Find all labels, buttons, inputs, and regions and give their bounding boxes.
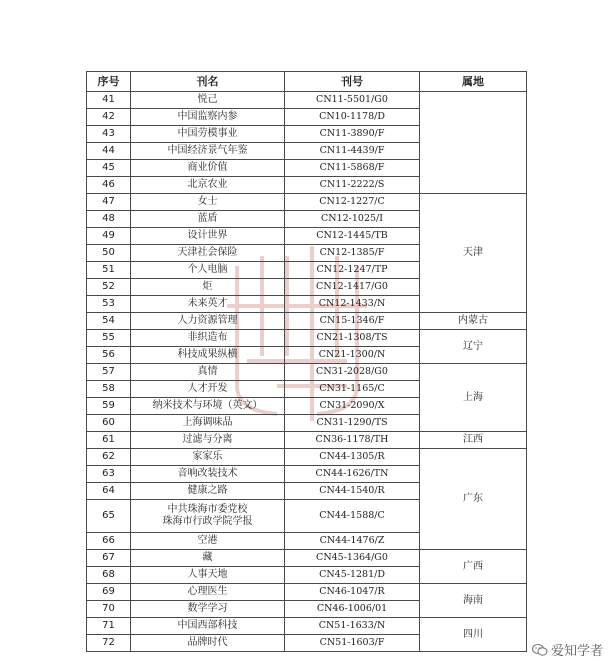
journal-code-cell: CN51-1633/N — [285, 618, 420, 635]
journal-name-cell — [131, 618, 285, 635]
journal-table — [86, 71, 527, 652]
journal-name-cell — [131, 584, 285, 601]
journal-name-line: 真情 — [197, 366, 218, 377]
journal-code-cell: CN45-1281/D — [285, 567, 420, 584]
journal-code-cell: CN31-2028/G0 — [285, 364, 420, 381]
serial-cell: 65 — [87, 500, 131, 533]
serial-cell: 64 — [87, 483, 131, 500]
serial-cell: 52 — [87, 279, 131, 296]
journal-name-line: 商业价值 — [187, 162, 228, 173]
journal-name-cell — [131, 160, 285, 177]
region-cell: 辽宁 — [420, 330, 527, 364]
journal-code-cell: CN12-1247/TP — [285, 262, 420, 279]
serial-cell: 62 — [87, 449, 131, 466]
journal-name-cell — [131, 550, 285, 567]
wechat-logo-icon — [532, 643, 548, 657]
journal-name-line: 中国监察内参 — [177, 111, 238, 122]
serial-cell: 68 — [87, 567, 131, 584]
journal-name-cell — [131, 194, 285, 211]
region-cell: 广东 — [420, 449, 527, 550]
journal-code-cell: CN12-1417/G0 — [285, 279, 420, 296]
journal-name-cell — [131, 245, 285, 262]
serial-cell: 66 — [87, 533, 131, 550]
serial-cell: 50 — [87, 245, 131, 262]
journal-code-cell: CN36-1178/TH — [285, 432, 420, 449]
serial-cell: 44 — [87, 143, 131, 160]
journal-name-line: 数学学习 — [187, 603, 228, 614]
serial-cell: 59 — [87, 398, 131, 415]
journal-name-cell — [131, 313, 285, 330]
serial-cell: 43 — [87, 126, 131, 143]
journal-name-line: 过滤与分离 — [182, 434, 233, 445]
journal-name-cell — [131, 347, 285, 364]
journal-name-line: 中国经济景气年鉴 — [167, 145, 248, 156]
journal-name-line: 人才开发 — [187, 383, 228, 394]
journal-name-line: 音响改装技术 — [177, 468, 238, 479]
journal-code-cell: CN31-1165/C — [285, 381, 420, 398]
region-cell: 天津 — [420, 194, 527, 313]
journal-code-cell: CN11-2222/S — [285, 177, 420, 194]
journal-name-line: 个人电脑 — [187, 264, 228, 275]
serial-cell: 42 — [87, 109, 131, 126]
header-region: 属地 — [420, 72, 527, 92]
serial-cell: 55 — [87, 330, 131, 347]
serial-cell: 67 — [87, 550, 131, 567]
journal-code-cell: CN11-3890/F — [285, 126, 420, 143]
serial-cell: 51 — [87, 262, 131, 279]
journal-name-line: 人事天地 — [187, 569, 228, 580]
journal-name-cell — [131, 228, 285, 245]
journal-name-line: 健康之路 — [187, 485, 228, 496]
journal-code-cell: CN45-1364/G0 — [285, 550, 420, 567]
header-serial: 序号 — [87, 72, 131, 92]
journal-name-cell — [131, 398, 285, 415]
region-cell: 广西 — [420, 550, 527, 584]
table-row — [87, 194, 527, 211]
serial-cell: 60 — [87, 415, 131, 432]
journal-name-line: 心理医生 — [187, 586, 228, 597]
region-cell: 上海 — [420, 364, 527, 432]
journal-name-line: 上海调味品 — [182, 417, 233, 428]
table-row — [87, 330, 527, 347]
journal-name-cell — [131, 279, 285, 296]
journal-name-cell — [131, 177, 285, 194]
journal-code-cell: CN44-1476/Z — [285, 533, 420, 550]
journal-name-cell — [131, 449, 285, 466]
table-row — [87, 449, 527, 466]
journal-code-cell: CN31-2090/X — [285, 398, 420, 415]
serial-cell: 69 — [87, 584, 131, 601]
journal-name-cell — [131, 330, 285, 347]
region-cell: 江西 — [420, 432, 527, 449]
journal-code-cell: CN46-1006/01 — [285, 601, 420, 618]
table-row — [87, 618, 527, 635]
header-journal-name: 刊名 — [131, 72, 285, 92]
journal-name-cell — [131, 533, 285, 550]
journal-name-cell — [131, 432, 285, 449]
journal-name-line: 人力资源管理 — [177, 315, 238, 326]
journal-code-cell: CN44-1305/R — [285, 449, 420, 466]
journal-name-cell — [131, 500, 285, 533]
journal-name-cell — [131, 415, 285, 432]
journal-code-cell: CN10-1178/D — [285, 109, 420, 126]
journal-code-cell: CN12-1025/I — [285, 211, 420, 228]
journal-code-cell: CN12-1385/F — [285, 245, 420, 262]
journal-code-cell: CN11-5868/F — [285, 160, 420, 177]
journal-name-line: 设计世界 — [187, 230, 228, 241]
serial-cell: 70 — [87, 601, 131, 618]
journal-name-cell — [131, 364, 285, 381]
region-cell: 四川 — [420, 618, 527, 652]
journal-code-cell: CN51-1603/F — [285, 635, 420, 652]
serial-cell: 48 — [87, 211, 131, 228]
journal-code-cell: CN46-1047/R — [285, 584, 420, 601]
serial-cell: 57 — [87, 364, 131, 381]
region-cell: 内蒙古 — [420, 313, 527, 330]
journal-name-cell — [131, 466, 285, 483]
journal-name-line: 纳米技术与环境（英文） — [152, 400, 263, 411]
table-row — [87, 364, 527, 381]
serial-cell: 58 — [87, 381, 131, 398]
journal-name-cell — [131, 601, 285, 618]
journal-name-cell — [131, 381, 285, 398]
journal-name-line: 藏 — [202, 552, 213, 563]
table-row — [87, 92, 527, 109]
serial-cell: 61 — [87, 432, 131, 449]
journal-name-line: 悦己 — [197, 94, 218, 105]
serial-cell: 46 — [87, 177, 131, 194]
journal-code-cell: CN44-1588/C — [285, 500, 420, 533]
serial-cell: 54 — [87, 313, 131, 330]
region-cell: 海南 — [420, 584, 527, 618]
journal-name-line: 珠海市行政学院学报 — [162, 516, 253, 527]
signature-text: 爱知学者 — [550, 644, 603, 659]
journal-name-line: 天津社会保险 — [177, 247, 238, 258]
journal-name-cell — [131, 143, 285, 160]
table-row — [87, 584, 527, 601]
serial-cell: 53 — [87, 296, 131, 313]
journal-code-cell: CN21-1308/TS — [285, 330, 420, 347]
journal-name-line: 中共珠海市委党校 — [167, 504, 248, 515]
region-cell — [420, 92, 527, 194]
journal-name-line: 中国西部科技 — [177, 620, 238, 631]
serial-cell: 45 — [87, 160, 131, 177]
journal-name-cell — [131, 635, 285, 652]
journal-code-cell: CN12-1445/TB — [285, 228, 420, 245]
table-row — [87, 432, 527, 449]
journal-code-cell: CN44-1540/R — [285, 483, 420, 500]
header-journal-code: 刊号 — [285, 72, 420, 92]
journal-code-cell: CN44-1626/TN — [285, 466, 420, 483]
journal-code-cell: CN11-5501/G0 — [285, 92, 420, 109]
serial-cell: 72 — [87, 635, 131, 652]
journal-code-cell: CN31-1290/TS — [285, 415, 420, 432]
account-signature — [532, 640, 603, 659]
journal-code-cell: CN12-1433/N — [285, 296, 420, 313]
serial-cell: 47 — [87, 194, 131, 211]
table-row — [87, 550, 527, 567]
serial-cell: 49 — [87, 228, 131, 245]
journal-name-line: 北京农业 — [187, 179, 228, 190]
journal-name-line: 未来英才 — [187, 298, 228, 309]
table-row — [87, 313, 527, 330]
journal-name-cell — [131, 92, 285, 109]
journal-name-cell — [131, 262, 285, 279]
journal-name-line: 非织造布 — [187, 332, 228, 343]
journal-name-cell — [131, 211, 285, 228]
serial-cell: 56 — [87, 347, 131, 364]
journal-name-cell — [131, 126, 285, 143]
serial-cell: 71 — [87, 618, 131, 635]
journal-name-cell — [131, 109, 285, 126]
journal-name-line: 炬 — [202, 281, 213, 292]
journal-name-cell — [131, 483, 285, 500]
journal-code-cell: CN15-1346/F — [285, 313, 420, 330]
journal-code-cell: CN21-1300/N — [285, 347, 420, 364]
journal-name-cell — [131, 567, 285, 584]
journal-name-cell — [131, 296, 285, 313]
journal-name-line: 空港 — [197, 535, 218, 546]
journal-name-line: 蓝盾 — [197, 213, 218, 224]
table-header-row — [87, 72, 527, 92]
journal-name-line: 家家乐 — [192, 451, 223, 462]
journal-code-cell: CN11-4439/F — [285, 143, 420, 160]
serial-cell: 41 — [87, 92, 131, 109]
journal-name-line: 中国劳模事业 — [177, 128, 238, 139]
journal-name-line: 科技成果纵横 — [177, 349, 238, 360]
journal-name-line: 品牌时代 — [187, 637, 228, 648]
serial-cell: 63 — [87, 466, 131, 483]
journal-name-line: 女士 — [197, 196, 218, 207]
journal-code-cell: CN12-1227/C — [285, 194, 420, 211]
